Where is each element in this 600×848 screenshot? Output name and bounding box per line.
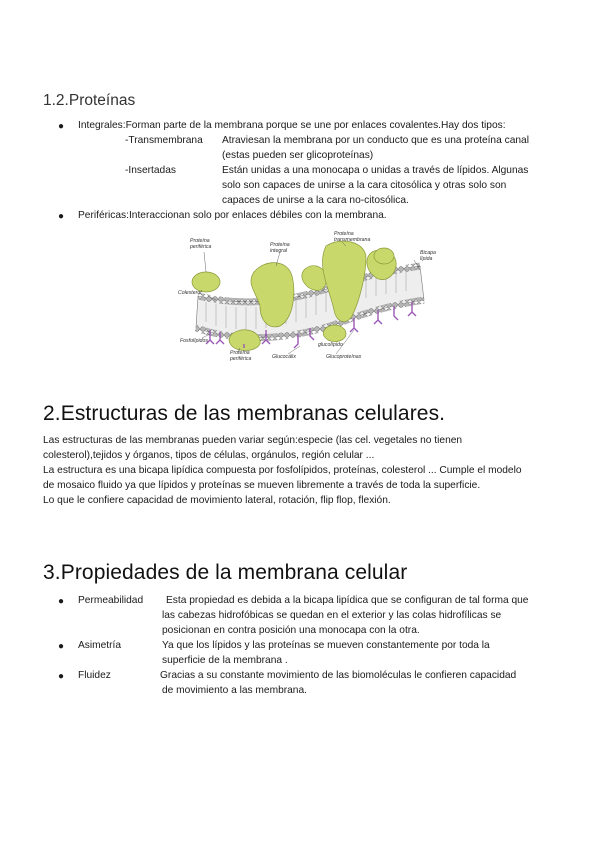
label-bicapa: lípida <box>420 256 433 262</box>
prop-label-permeabilidad: Permeabilidad <box>78 595 144 606</box>
label-glucoproteinas: Glucoproteínas <box>326 354 362 360</box>
prop-desc-line: Esta propiedad es debida a la bicapa lipídica que se configuran de tal forma que <box>166 595 529 606</box>
integral-protein <box>374 248 394 264</box>
label-proteina-periferica-2: Proteína <box>230 350 250 356</box>
label-glucolipido: glucolípido <box>318 342 343 348</box>
prop-desc-line: las cabezas hidrofóbicas se quedan en el exterior y las colas hidrofílicas se <box>162 610 502 621</box>
label-bicapa: Bicapa <box>420 250 436 256</box>
insertadas-desc-line: solo son capaces de unirse a la cara citosólica y otras solo son <box>222 180 507 191</box>
prop-desc-line: posicionan en contra posición una monocapa con la otra. <box>162 625 420 636</box>
section-title-estructuras: 2.Estructuras de las membranas celulares. <box>43 402 446 425</box>
insertadas-desc-line: Están unidas a una monocapa o unidas a través de lípidos. Algunas <box>222 165 529 176</box>
transmembrana-label: -Transmembrana <box>125 135 203 146</box>
bullet: ● <box>58 211 65 222</box>
label-proteina-periferica-2: periférica <box>230 356 252 362</box>
prop-label-asimetria: Asimetría <box>78 640 122 651</box>
integrales-text: Integrales:Forman parte de la membrana porque se une por enlaces covalentes.Hay dos tipos: <box>78 120 506 131</box>
label-proteina-periferica: Proteína <box>190 238 210 244</box>
section-title-propiedades: 3.Propiedades de la membrana celular <box>43 561 408 584</box>
perifericas-text: Periféricas:Interaccionan solo por enlaces débiles con la membrana. <box>78 210 387 221</box>
label-colesterol: Colesterol <box>178 290 202 296</box>
prop-desc-line: de movimiento a las membrana. <box>162 685 307 696</box>
prop-desc-line: superficie de la membrana . <box>162 655 288 666</box>
prop-desc-line: Ya que los lípidos y las proteínas se mueven constantemente por toda la <box>162 640 490 651</box>
transmembrana-desc-line: (estas pueden ser glicoproteínas) <box>222 150 374 161</box>
bullet: ● <box>58 596 65 607</box>
transmembrana-desc-line: Atraviesan la membrana por un conducto que es una proteína canal <box>222 135 529 146</box>
bullet: ● <box>58 641 65 652</box>
label-proteina-integral: Proteína <box>270 242 290 248</box>
insertadas-label: -Insertadas <box>125 165 176 176</box>
label-proteina-integral: integral <box>270 248 288 254</box>
peripheral-protein <box>323 325 346 341</box>
prop-label-fluidez: Fluidez <box>78 670 111 681</box>
bullet: ● <box>58 121 65 132</box>
peripheral-protein <box>192 272 220 292</box>
estructuras-line: colesterol),tejidos y órganos, tipos de células, orgánulos, región celular ... <box>43 450 375 461</box>
insertadas-desc-line: capaces de unirse a la cara no-citosólica. <box>222 195 409 206</box>
membrane-diagram <box>176 230 438 380</box>
bullet: ● <box>58 671 65 682</box>
label-glucocalix: Glucocálix <box>272 354 296 360</box>
section-title-proteinas: 1.2.Proteínas <box>43 92 136 109</box>
estructuras-line: Las estructuras de las membranas pueden variar según:especie (las cel. vegetales no tienen <box>43 435 463 446</box>
peripheral-protein <box>229 330 260 351</box>
estructuras-line: de mosaico fluido ya que lípidos y proteínas se mueven libremente a través de toda la superficie. <box>43 480 481 491</box>
label-proteina-periferica: periférica <box>190 244 212 250</box>
label-fosfolipidos: Fosfolípidos <box>180 338 208 344</box>
label-proteina-transmembrana: Proteína <box>334 231 354 237</box>
estructuras-line: Lo que le confiere capacidad de movimiento lateral, rotación, flip flop, flexión. <box>43 495 391 506</box>
prop-desc-line: Gracias a su constante movimiento de las biomoléculas le confieren capacidad <box>160 670 517 681</box>
estructuras-line: La estructura es una bicapa lipídica compuesta por fosfolípidos, proteínas, colesterol ... Cumple el modelo <box>43 465 522 476</box>
label-proteina-transmembrana: transmembrana <box>334 237 371 243</box>
